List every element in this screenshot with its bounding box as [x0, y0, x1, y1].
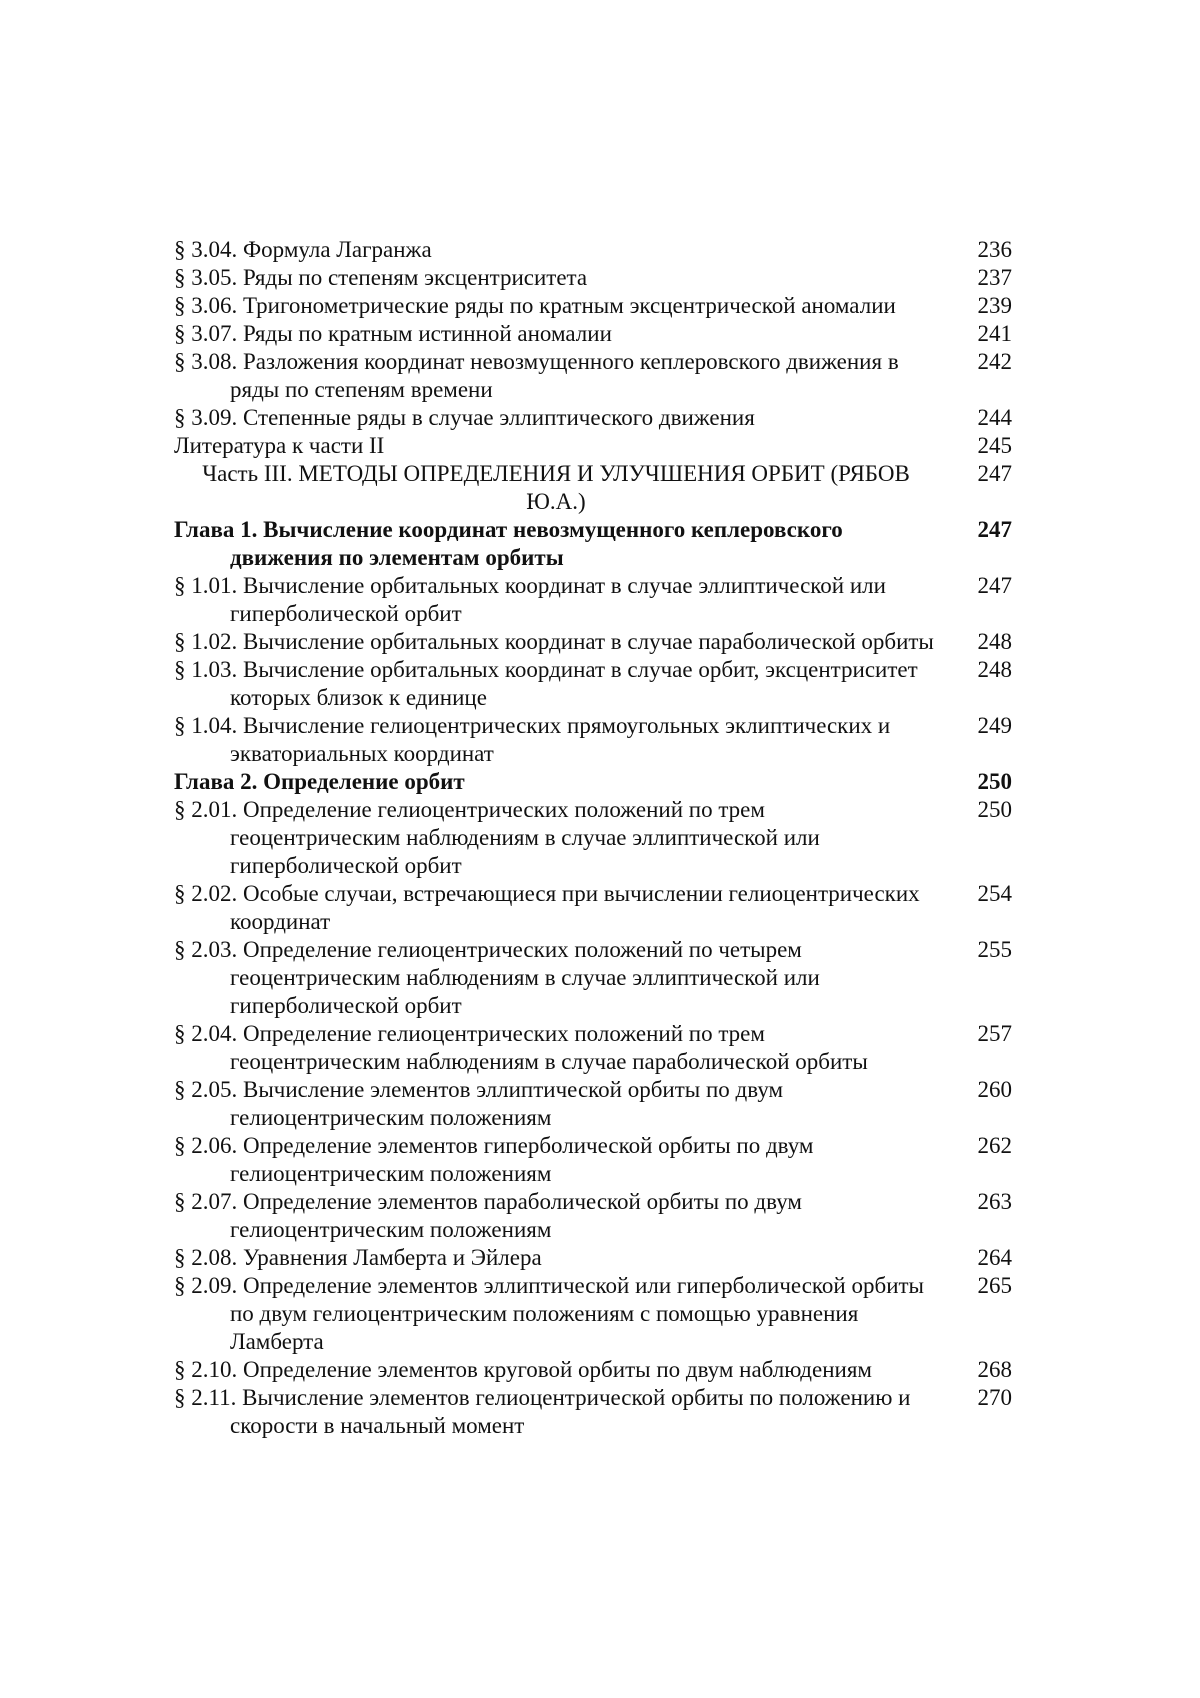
toc-entry-title: § 1.02. Вычисление орбитальных координат в случае параболической орбиты	[174, 629, 934, 654]
toc-entry-page: 248	[977, 657, 1012, 682]
toc-entry-title: § 1.03. Вычисление орбитальных координат в случае орбит, эксцентриситет которых близок к единице	[174, 657, 918, 710]
toc-entry-title: § 2.04. Определение гелиоцентрических положений по трем геоцентрическим наблюдениям в случае параболической орбиты	[174, 1021, 868, 1074]
toc-entry-title: Литература к части II	[174, 433, 385, 458]
table-of-contents	[174, 236, 1012, 1440]
toc-entry-title: § 1.01. Вычисление орбитальных координат в случае эллиптической или гиперболической орбит	[174, 573, 886, 626]
toc-entry-3-05	[174, 264, 1012, 292]
toc-entry-2-06	[174, 1132, 1012, 1188]
toc-entry-2-01	[174, 796, 1012, 880]
toc-entry-title: § 3.08. Разложения координат невозмущенного кеплеровского движения в ряды по степеням времени	[174, 349, 899, 402]
toc-entry-2-02	[174, 880, 1012, 936]
toc-entry-page: 264	[977, 1245, 1012, 1270]
toc-entry-title: § 2.09. Определение элементов эллиптической или гиперболической орбиты по двум гелиоцентрическим положениям с помощью уравнения Ламберта	[174, 1273, 925, 1354]
toc-entry-chapter-2	[174, 768, 1012, 796]
toc-entry-2-07	[174, 1188, 1012, 1244]
toc-entry-2-03	[174, 936, 1012, 1020]
toc-entry-page: 247	[977, 461, 1012, 486]
toc-entry-2-11	[174, 1384, 1012, 1440]
toc-entry-page: 247	[977, 573, 1012, 598]
toc-entry-title: § 3.06. Тригонометрические ряды по кратным эксцентрической аномалии	[174, 293, 896, 318]
toc-entry-title: § 2.05. Вычисление элементов эллиптической орбиты по двум гелиоцентрическим положениям	[174, 1077, 784, 1130]
toc-entry-1-03	[174, 656, 1012, 712]
toc-entry-page: 248	[977, 629, 1012, 654]
toc-entry-1-04	[174, 712, 1012, 768]
toc-chapter-title: Глава 2. Определение орбит	[174, 769, 465, 794]
toc-entry-page: 255	[977, 937, 1012, 962]
toc-entry-1-01	[174, 572, 1012, 628]
toc-entry-page: 262	[977, 1133, 1012, 1158]
toc-entry-title: § 3.05. Ряды по степеням эксцентриситета	[174, 265, 588, 290]
toc-entry-page: 263	[977, 1189, 1012, 1214]
toc-entry-page: 247	[977, 517, 1012, 542]
toc-entry-literature-part-2	[174, 432, 1012, 460]
toc-entry-title: § 2.11. Вычисление элементов гелиоцентрической орбиты по положению и скорости в начальный момент	[174, 1385, 911, 1438]
toc-entry-page: 242	[977, 349, 1012, 374]
toc-entry-2-05	[174, 1076, 1012, 1132]
toc-entry-title: § 2.03. Определение гелиоцентрических положений по четырем геоцентрическим наблюдениям в случае эллиптической или гиперболической орбит	[174, 937, 820, 1018]
toc-entry-title: § 1.04. Вычисление гелиоцентрических прямоугольных эклиптических и экваториальных координат	[174, 713, 891, 766]
toc-entry-page: 257	[977, 1021, 1012, 1046]
toc-part-title: Часть III. МЕТОДЫ ОПРЕДЕЛЕНИЯ И УЛУЧШЕНИЯ ОРБИТ (РЯБОВ Ю.А.)	[202, 461, 910, 514]
toc-entry-page: 250	[977, 769, 1012, 794]
toc-entry-3-09	[174, 404, 1012, 432]
toc-entry-title: § 2.07. Определение элементов параболической орбиты по двум гелиоцентрическим положениям	[174, 1189, 802, 1242]
toc-entry-page: 237	[977, 265, 1012, 290]
toc-entry-page: 249	[977, 713, 1012, 738]
toc-entry-page: 250	[977, 797, 1012, 822]
toc-entry-page: 245	[977, 433, 1012, 458]
toc-entry-2-09	[174, 1272, 1012, 1356]
toc-entry-title: § 3.09. Степенные ряды в случае эллиптического движения	[174, 405, 755, 430]
toc-entry-3-08	[174, 348, 1012, 404]
toc-entry-title: § 2.06. Определение элементов гиперболической орбиты по двум гелиоцентрическим положениям	[174, 1133, 814, 1186]
toc-entry-title: § 3.07. Ряды по кратным истинной аномалии	[174, 321, 612, 346]
toc-entry-3-07	[174, 320, 1012, 348]
toc-entry-page: 254	[977, 881, 1012, 906]
toc-entry-page: 239	[977, 293, 1012, 318]
toc-entry-1-02	[174, 628, 1012, 656]
toc-chapter-title: Глава 1. Вычисление координат невозмущенного кеплеровского движения по элементам орбиты	[174, 517, 843, 570]
toc-entry-title: § 2.08. Уравнения Ламберта и Эйлера	[174, 1245, 542, 1270]
toc-entry-title: § 3.04. Формула Лагранжа	[174, 237, 432, 262]
toc-entry-page: 265	[977, 1273, 1012, 1298]
toc-entry-page: 270	[977, 1385, 1012, 1410]
toc-entry-part-3	[174, 460, 1012, 516]
toc-entry-page: 236	[977, 237, 1012, 262]
toc-entry-title: § 2.02. Особые случаи, встречающиеся при вычислении гелиоцентрических координат	[174, 881, 920, 934]
toc-entry-page: 244	[977, 405, 1012, 430]
toc-entry-title: § 2.10. Определение элементов круговой орбиты по двум наблюдениям	[174, 1357, 872, 1382]
toc-entry-3-06	[174, 292, 1012, 320]
toc-entry-2-08	[174, 1244, 1012, 1272]
toc-entry-2-10	[174, 1356, 1012, 1384]
toc-entry-3-04	[174, 236, 1012, 264]
toc-entry-title: § 2.01. Определение гелиоцентрических положений по трем геоцентрическим наблюдениям в случае эллиптической или гиперболической орбит	[174, 797, 820, 878]
toc-entry-2-04	[174, 1020, 1012, 1076]
toc-entry-page: 241	[977, 321, 1012, 346]
toc-entry-page: 268	[977, 1357, 1012, 1382]
toc-entry-chapter-1	[174, 516, 1012, 572]
toc-entry-page: 260	[977, 1077, 1012, 1102]
